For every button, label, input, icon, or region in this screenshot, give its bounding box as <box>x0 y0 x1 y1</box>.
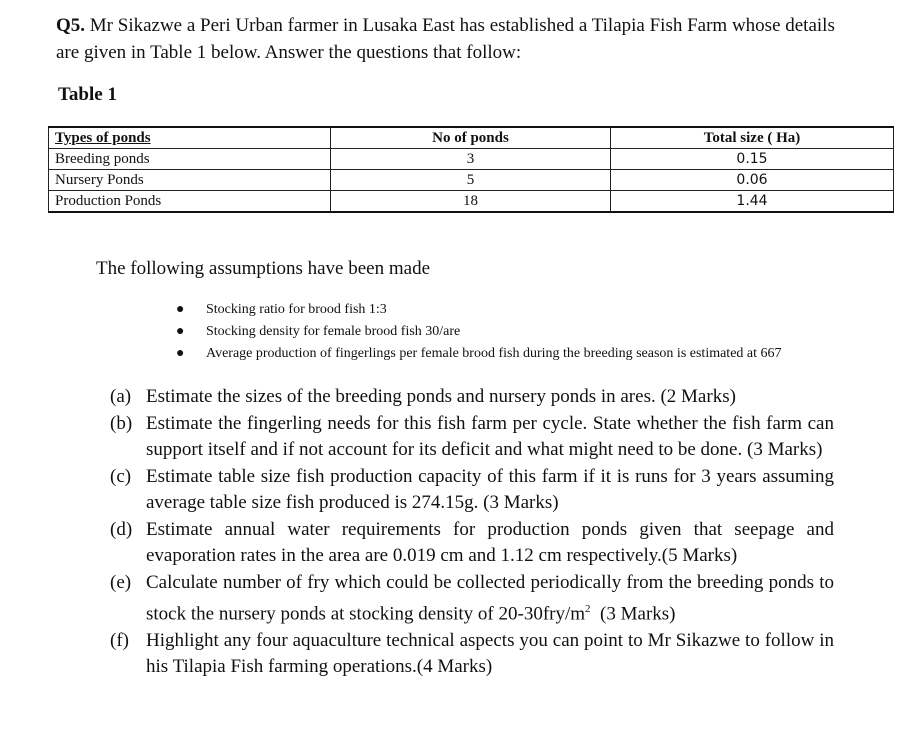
table-row <box>49 170 894 191</box>
question-intro-text: Mr Sikazwe a Peri Urban farmer in Lusaka East has established a Tilapia Fish Farm whose details are given in Table 1 below. Answer the questions that follow: <box>56 15 835 63</box>
question-number: Q5. <box>56 15 86 36</box>
table-cell: 1.44 <box>611 191 894 213</box>
table-cell: 18 <box>331 191 611 213</box>
sub-question-letter: (b) <box>110 412 133 434</box>
sub-question-text: Estimate the fingerling needs for this fish farm per cycle. State whether the fish farm can support itself and if not account for its deficit and what might need to be done. (3 Marks) <box>146 412 834 460</box>
list-item <box>176 321 876 343</box>
table-caption: Table 1 <box>58 84 117 105</box>
table-header-cell: No of ponds <box>331 127 611 149</box>
table-cell: Production Ponds <box>49 191 331 213</box>
table-cell: 5 <box>331 170 611 191</box>
sub-question <box>110 411 834 464</box>
table-cell: 0.06 <box>611 170 894 191</box>
sub-question-letter: (c) <box>110 465 132 487</box>
table-row <box>49 191 894 213</box>
sub-question-letter: (e) <box>110 571 132 593</box>
sub-question <box>110 570 834 628</box>
sub-question-text: Estimate table size fish production capacity of this farm if it is runs for 3 years assuming average table size fish produced is 274.15g. (3 Marks) <box>146 465 834 513</box>
sub-question-text: Calculate number of fry which could be collected periodically from the breeding ponds to stock the nursery ponds at stocking density of 20-30fry/m <box>146 571 834 625</box>
table-header-cell: Total size ( Ha) <box>611 127 894 149</box>
sub-question <box>110 517 834 570</box>
bullet-icon: ● <box>176 346 185 361</box>
assumptions-intro: The following assumptions have been made <box>96 258 431 279</box>
list-item <box>176 343 876 365</box>
assumption-text: Stocking ratio for brood fish 1:3 <box>206 302 387 317</box>
sub-question-letter: (d) <box>110 518 133 540</box>
table-header-cell: Types of ponds <box>49 127 331 149</box>
assumption-text: Average production of fingerlings per female brood fish during the breeding season is estimated at 667 <box>206 346 782 361</box>
sub-question-marks: (3 Marks) <box>590 603 676 625</box>
sub-questions-list <box>110 384 834 681</box>
list-item <box>176 299 876 321</box>
sub-question <box>110 628 834 681</box>
bullet-icon: ● <box>176 324 185 339</box>
sub-question <box>110 384 834 411</box>
question-intro <box>56 12 856 66</box>
sub-question-text: Highlight any four aquaculture technical aspects you can point to Mr Sikazwe to follow in his Tilapia Fish farming operations.(4 Marks) <box>146 629 834 678</box>
table-cell: 3 <box>331 149 611 170</box>
sub-question-letter: (f) <box>110 629 129 651</box>
superscript: 2 <box>585 603 591 615</box>
sub-question <box>110 464 834 517</box>
table-cell: Breeding ponds <box>49 149 331 170</box>
sub-question-text: Estimate the sizes of the breeding ponds and nursery ponds in ares. (2 Marks) <box>146 386 736 407</box>
sub-question-text: Estimate annual water requirements for production ponds given that seepage and evaporation rates in the area are 0.019 cm and 1.12 cm respectively.(5 Marks) <box>146 518 834 566</box>
assumptions-list <box>176 299 876 365</box>
bullet-icon: ● <box>176 302 185 317</box>
sub-question-letter: (a) <box>110 386 132 407</box>
table-header-row <box>49 127 894 149</box>
assumption-text: Stocking density for female brood fish 30/are <box>206 324 461 339</box>
table-cell: 0.15 <box>611 149 894 170</box>
ponds-table <box>48 126 894 213</box>
table-row <box>49 149 894 170</box>
table-cell: Nursery Ponds <box>49 170 331 191</box>
